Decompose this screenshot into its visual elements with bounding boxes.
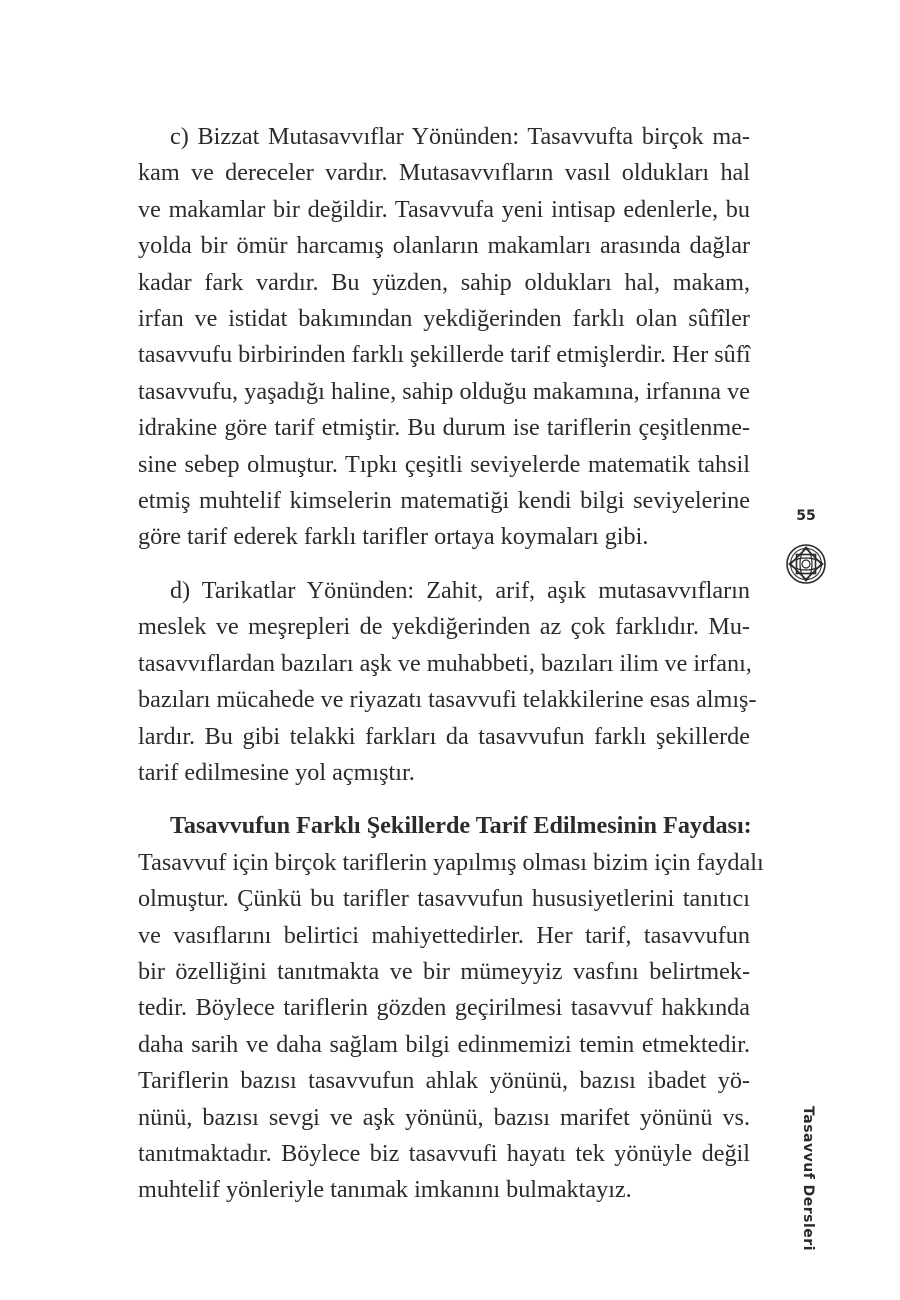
text-line: olmuştur. Çünkü bu tarifler tasavvufun hususiyetlerini tanıtıcı bbox=[138, 885, 750, 913]
text-line: tanıtmaktadır. Böylece biz tasavvufi hayatı tek yönüyle değil bbox=[138, 1139, 750, 1167]
text-line: daha sarih ve daha sağlam bilgi edinmemizi temin etmektedir. bbox=[138, 1030, 750, 1058]
text-line: meslek ve meşrepleri de yekdiğerinden az çok farklıdır. Mu- bbox=[138, 613, 750, 641]
paragraph-d bbox=[138, 573, 757, 791]
text-line: Tasavvuf için birçok tariflerin yapılmış olması bizim için faydalı bbox=[138, 848, 764, 876]
text-line: d) Tarikatlar Yönünden: Zahit, arif, aşık mutasavvıfların bbox=[170, 576, 750, 604]
text-line: kadar fark vardır. Bu yüzden, sahip oldukları hal, makam, bbox=[138, 268, 750, 296]
text-line: bazıları mücahede ve riyazatı tasavvufi telakkilerine esas almış- bbox=[138, 686, 757, 714]
body-text bbox=[138, 119, 764, 1209]
section-heading: Tasavvufun Farklı Şekillerde Tarif Edilmesinin Faydası: bbox=[170, 812, 752, 840]
text-line: ve vasıflarını belirtici mahiyettedirler. Her tarif, tasavvufun bbox=[138, 921, 750, 949]
page-number: 55 bbox=[796, 508, 816, 524]
text-line: tasavvufu birbirinden farklı şekillerde tarif etmişlerdir. Her sûfî bbox=[138, 341, 751, 369]
text-line: muhtelif yönleriyle tanımak imkanını bulmaktayız. bbox=[138, 1176, 632, 1204]
text-line: tedir. Böylece tariflerin gözden geçirilmesi tasavvuf hakkında bbox=[138, 994, 750, 1022]
paragraph-c bbox=[138, 119, 750, 556]
text-line: irfan ve istidat bakımından yekdiğerinden farklı olan sûfîler bbox=[138, 305, 750, 333]
text-line: tasavvufu, yaşadığı haline, sahip olduğu makamına, irfanına ve bbox=[138, 377, 750, 405]
text-line: bir özelliğini tanıtmakta ve bir mümeyyiz vasfını belirtmek- bbox=[138, 957, 750, 985]
knot-ornament-icon bbox=[784, 542, 828, 586]
text-line: sine sebep olmuştur. Tıpkı çeşitli seviyelerde matematik tahsil bbox=[138, 450, 750, 478]
running-title: Tasavvuf Dersleri bbox=[800, 1106, 816, 1252]
paragraph-benefit bbox=[138, 808, 764, 1208]
text-line: c) Bizzat Mutasavvıflar Yönünden: Tasavvufta birçok ma- bbox=[170, 123, 750, 150]
text-line: yolda bir ömür harcamış olanların makamları arasında dağlar bbox=[138, 232, 750, 260]
text-line: kam ve dereceler vardır. Mutasavvıfların vasıl oldukları hal bbox=[138, 159, 750, 187]
text-line: ve makamlar bir değildir. Tasavvufa yeni intisap edenlerle, bu bbox=[138, 195, 750, 223]
text-line: idrakine göre tarif etmiştir. Bu durum ise tariflerin çeşitlenme- bbox=[138, 414, 750, 442]
text-line: lardır. Bu gibi telakki farkları da tasavvufun farklı şekillerde bbox=[138, 722, 750, 750]
text-line: etmiş muhtelif kimselerin matematiği kendi bilgi seviyelerine bbox=[138, 487, 750, 515]
text-line: göre tarif ederek farklı tarifler ortaya koymaları gibi. bbox=[138, 523, 649, 551]
text-line: tasavvıflardan bazıları aşk ve muhabbeti, bazıları ilim ve irfanı, bbox=[138, 649, 752, 677]
text-line: nünü, bazısı sevgi ve aşk yönünü, bazısı marifet yönünü vs. bbox=[138, 1103, 750, 1131]
text-line: Tariflerin bazısı tasavvufun ahlak yönünü, bazısı ibadet yö- bbox=[138, 1067, 750, 1095]
text-line: tarif edilmesine yol açmıştır. bbox=[138, 758, 415, 786]
